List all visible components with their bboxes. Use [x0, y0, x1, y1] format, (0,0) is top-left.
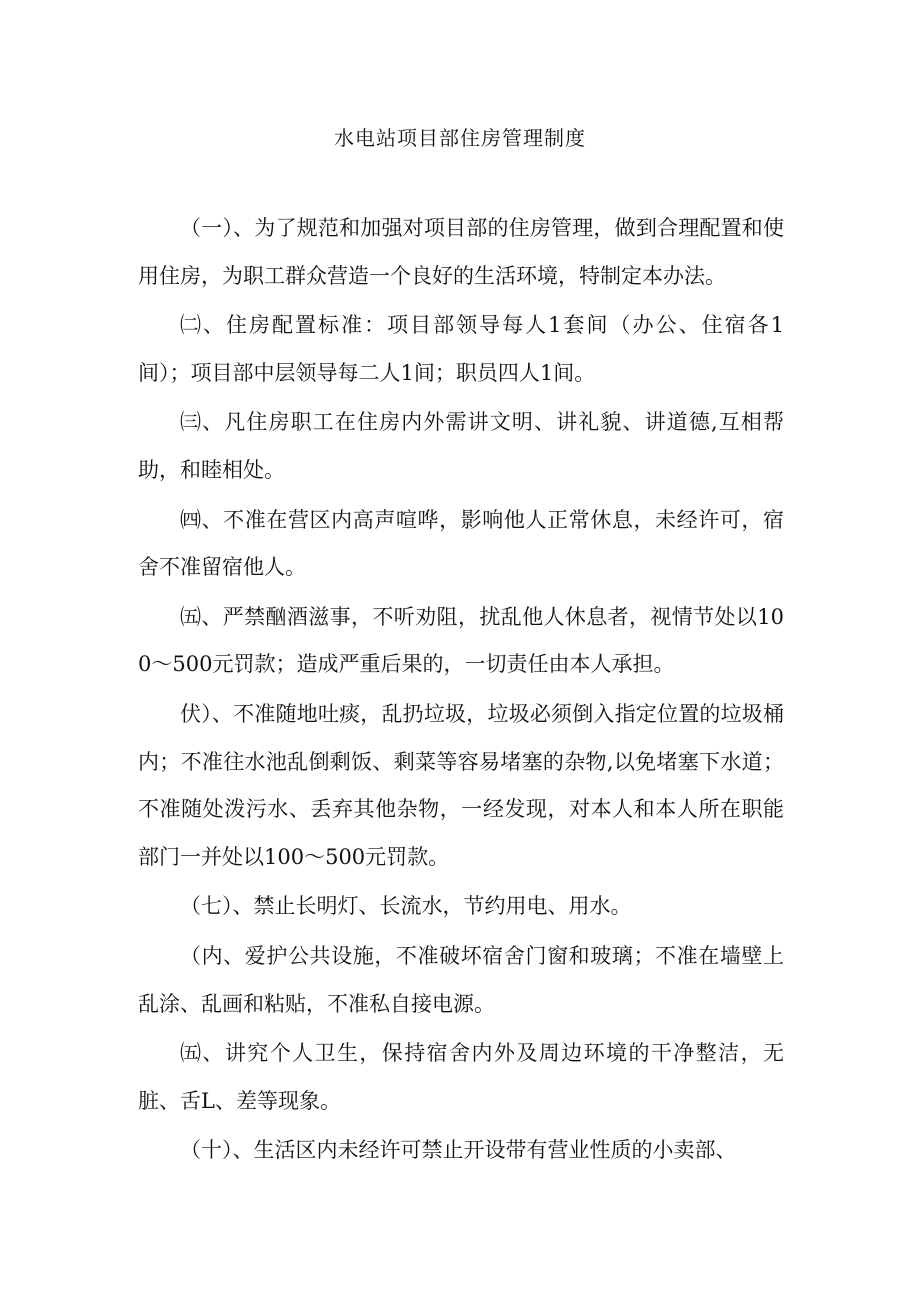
- paragraph-8: （内、爱护公共设施，不准破坏宿舍门窗和玻璃；不准在墙壁上乱涂、乱画和粘贴，不准私自接电源。: [138, 943, 784, 1016]
- paragraph-10: （十）、生活区内未经许可禁止开设带有营业性质的小卖部、: [180, 1138, 737, 1163]
- document-body: [138, 205, 784, 1177]
- paragraph-3: ㈢、凡住房职工在住房内外需讲文明、讲礼貌、讲道德,互相帮助，和睦相处。: [138, 410, 784, 482]
- paragraph-9: ㈤、讲究个人卫生，保持宿舍内外及周边环境的干净整洁，无脏、舌L、差等现象。: [138, 1041, 784, 1113]
- paragraph-2: ㈡、住房配置标准：项目部领导每人1套间（办公、住宿各1间）；项目部中层领导每二人1间；职员四人1间。: [138, 313, 784, 385]
- paragraph-6: 伏）、不准随地吐痰，乱扔垃圾，垃圾必须倒入指定位置的垃圾桶内；不准往水池乱倒剩饭、剩菜等容易堵塞的杂物,以免堵塞下水道；不准随处泼污水、丢弃其他杂物，一经发现，对本人和本人所在职能部门一并处以100～500元罚款。: [138, 701, 784, 869]
- paragraph-7: （七）、禁止长明灯、长流水，节约用电、用水。: [180, 894, 632, 919]
- paragraph-5: ㈤、严禁酗酒滋事，不听劝阻，扰乱他人休息者，视情节处以100～500元罚款；造成严重后果的，一切责任由本人承担。: [138, 604, 784, 677]
- paragraph-4: ㈣、不准在营区内高声喧哗，影响他人正常休息，未经许可，宿舍不准留宿他人。: [138, 507, 784, 580]
- paragraph-1: （一）、为了规范和加强对项目部的住房管理，做到合理配置和使用住房，为职工群众营造一个良好的生活环境，特制定本办法。: [138, 216, 784, 288]
- document-title: 水电站项目部住房管理制度: [334, 126, 586, 150]
